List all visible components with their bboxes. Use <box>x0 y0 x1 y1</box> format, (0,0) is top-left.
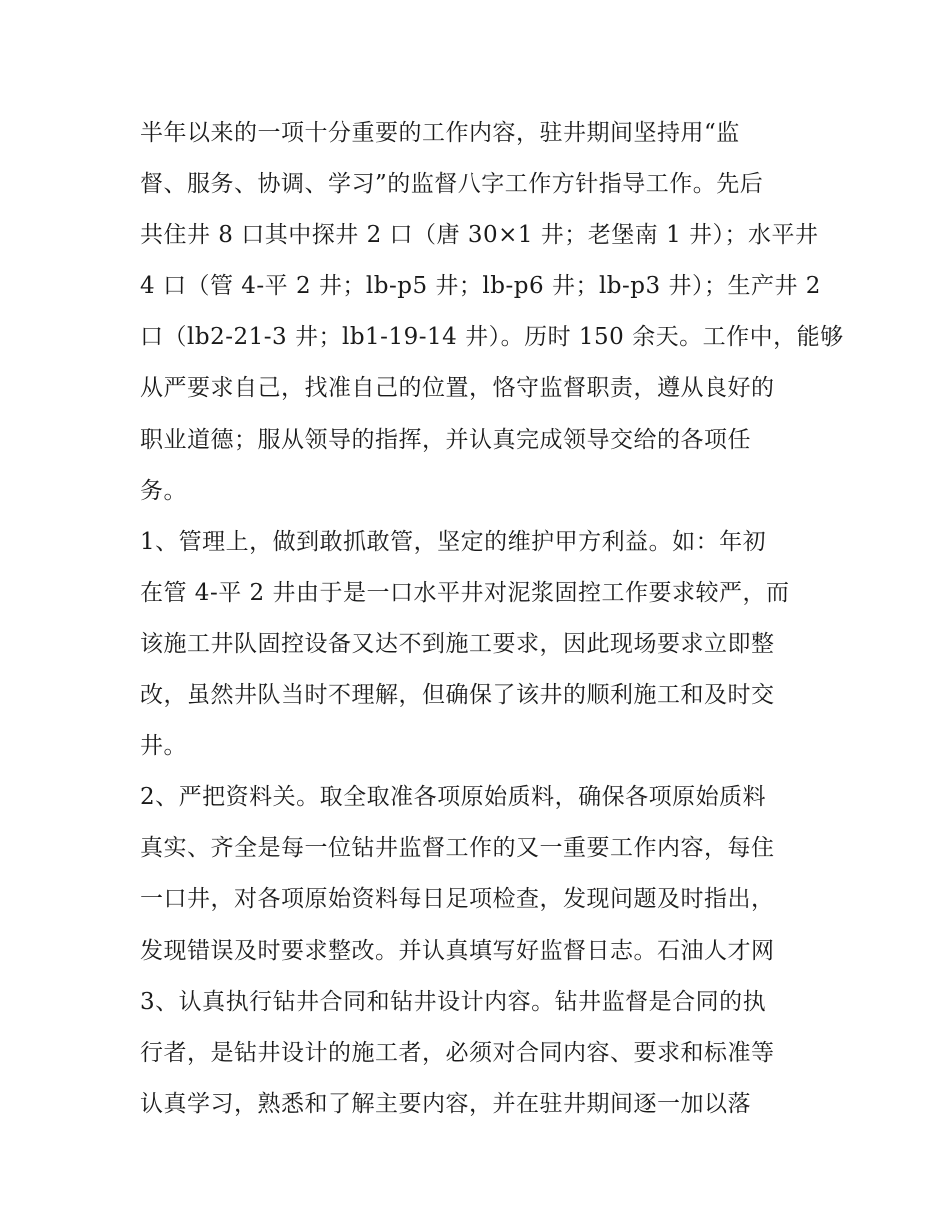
text-line: 4 口（管 4-平 2 井；lb-p5 井；lb-p6 井；lb-p3 井）；生产井 2 <box>140 273 821 300</box>
text-line: 行者，是钻井设计的施工者，必须对合同内容、要求和标准等 <box>140 1039 775 1066</box>
text-line: 务。 <box>140 477 187 504</box>
text-line: 真实、齐全是每一位钻井监督工作的又一重要工作内容，每住 <box>140 835 775 862</box>
text-line: 半年以来的一项十分重要的工作内容，驻井期间坚持用“监 <box>140 120 740 146</box>
text-line: 口（lb2-21-3 井；lb1-19-14 井）。历时 150 余天。工作中，能够 <box>140 324 844 351</box>
text-line: 督、服务、协调、学习”的监督八字工作方针指导工作。先后 <box>140 171 764 198</box>
text-line: 该施工井队固控设备又达不到施工要求，因此现场要求立即整 <box>140 630 775 657</box>
text-line: 改，虽然井队当时不理解，但确保了该井的顺利施工和及时交 <box>140 682 775 709</box>
text-line: 1、管理上，做到敢抓敢管，坚定的维护甲方利益。如：年初 <box>140 528 767 555</box>
document-body <box>140 108 844 1130</box>
text-line: 3、认真执行钻井合同和钻井设计内容。钻井监督是合同的执 <box>140 988 767 1015</box>
text-line: 职业道德；服从领导的指挥，并认真完成领导交给的各项任 <box>140 426 751 453</box>
text-line: 井。 <box>140 733 187 760</box>
text-line: 认真学习，熟悉和了解主要内容，并在驻井期间逐一加以落 <box>140 1090 751 1117</box>
text-line: 在管 4-平 2 井由于是一口水平井对泥浆固控工作要求较严，而 <box>140 579 790 606</box>
text-line: 从严要求自己，找准自己的位置，恪守监督职责，遵从良好的 <box>140 375 775 402</box>
text-line: 2、严把资料关。取全取准各项原始质料，确保各项原始质料 <box>140 784 767 811</box>
text-line: 共住井 8 口其中探井 2 口（唐 30×1 井；老堡南 1 井）；水平井 <box>140 222 819 249</box>
text-line: 一口井，对各项原始资料每日足项检查，发现问题及时指出， <box>140 886 775 913</box>
text-line: 发现错误及时要求整改。并认真填写好监督日志。石油人才网 <box>140 937 775 964</box>
